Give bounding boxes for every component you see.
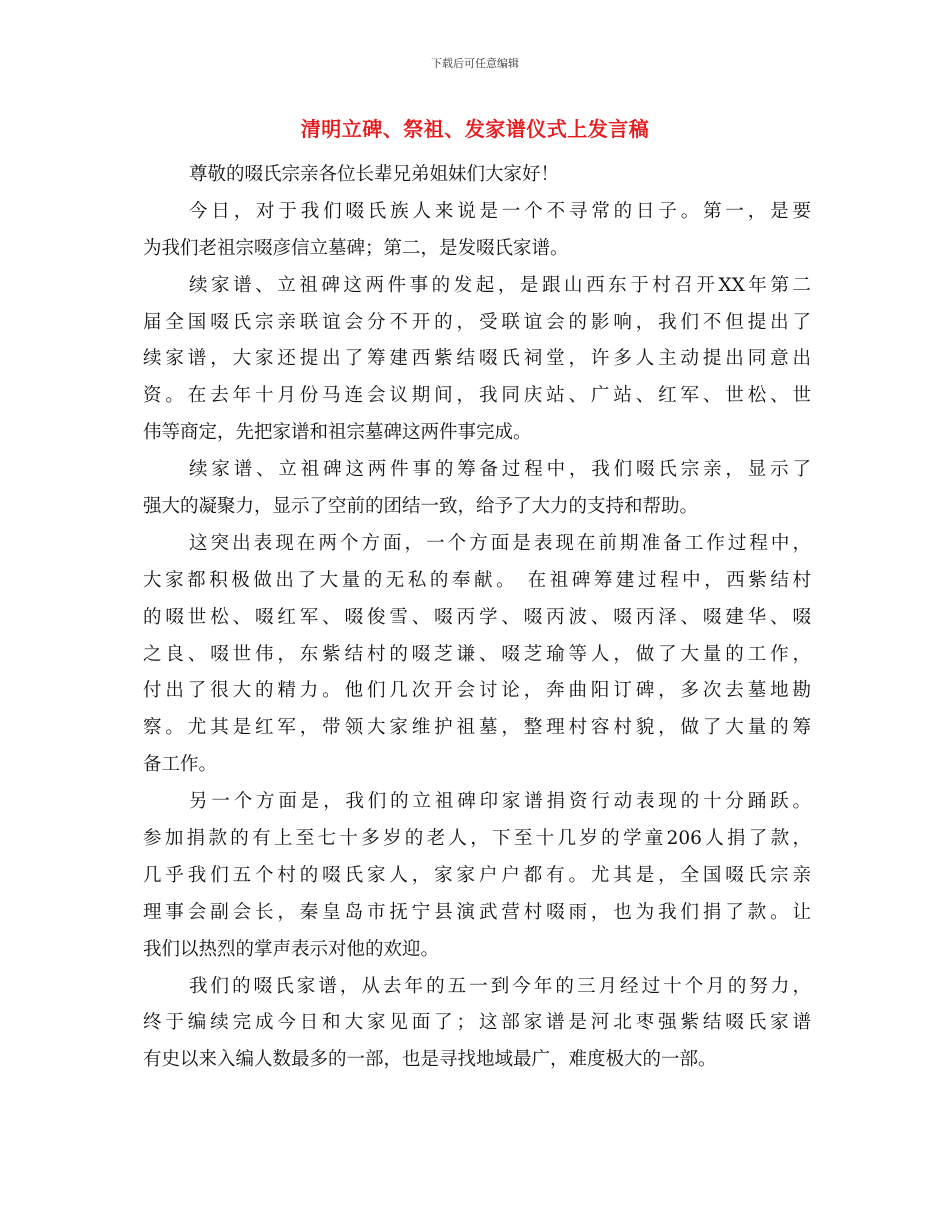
paragraph-line: 大家都积极做出了大量的无私的奉献。 在祖碑筹建过程中，西紫结村 [143,569,811,591]
paragraph [143,452,811,526]
paragraph-line: 续家谱，大家还提出了筹建西紫结啜氏祠堂，许多人主动提出同意出 [143,348,811,370]
paragraph-line: 另一个方面是，我们的立祖碑印家谱捐资行动表现的十分踊跃。 [189,791,811,813]
paragraph-line: 这突出表现在两个方面，一个方面是表现在前期准备工作过程中， [189,532,811,554]
paragraph [143,268,811,452]
paragraph-line: 今日，对于我们啜氏族人来说是一个不寻常的日子。第一，是要 [189,200,811,222]
paragraph-line: 续家谱、立祖碑这两件事的发起，是跟山西东于村召开XX年第二 [189,274,811,296]
paragraph-line: 我们以热烈的掌声表示对他的欢迎。 [143,938,440,960]
paragraph-line: 付出了很大的精力。他们几次开会讨论，奔曲阳订碑，多次去墓地勘 [143,680,811,702]
paragraph [143,157,811,194]
paragraph-line: 强大的凝聚力，显示了空前的团结一致，给予了大力的支持和帮助。 [143,496,699,518]
paragraph-line: 为我们老祖宗啜彦信立墓碑；第二，是发啜氏家谱。 [143,237,569,259]
paragraph-line: 的啜世松、啜红军、啜俊雪、啜丙学、啜丙波、啜丙泽、啜建华、啜 [143,606,811,628]
paragraph-line: 参加捐款的有上至七十多岁的老人，下至十几岁的学童206人捐了款， [143,828,811,850]
paragraph-line: 有史以来入编人数最多的一部，也是寻找地域最广，难度极大的一部。 [143,1049,717,1071]
paragraph-line: 届全国啜氏宗亲联谊会分不开的，受联谊会的影响，我们不但提出了 [143,311,811,333]
document-title: 清明立碑、祭祖、发家谱仪式上发言稿 [300,117,650,141]
paragraph-line: 察。尤其是红军，带领大家维护祖墓，整理村容村貌，做了大量的筹 [143,717,811,739]
paragraph-line: 资。在去年十月份马连会议期间，我同庆站、广站、红军、世松、世 [143,385,811,407]
paragraph-line: 备工作。 [143,754,218,776]
paragraph-line: 之良、啜世伟，东紫结村的啜芝谦、啜芝瑜等人，做了大量的工作， [143,643,811,665]
paragraph-line: 伟等商定，先把家谱和祖宗墓碑这两件事完成。 [143,422,532,444]
paragraph-line: 续家谱、立祖碑这两件事的筹备过程中，我们啜氏宗亲，显示了 [189,459,811,481]
paragraph-line: 尊敬的啜氏宗亲各位长辈兄弟姐妹们大家好！ [189,164,560,185]
paragraph [143,969,811,1080]
header-note: 下载后可任意编辑 [431,57,519,70]
paragraph [143,784,811,968]
paragraph-line: 几乎我们五个村的啜氏家人，家家户户都有。尤其是，全国啜氏宗亲 [143,864,811,886]
paragraph [143,526,811,784]
paragraph-line: 我们的啜氏家谱，从去年的五一到今年的三月经过十个月的努力， [189,975,811,997]
document-body [143,157,811,1079]
paragraph-line: 理事会副会长，秦皇岛市抚宁县演武营村啜雨，也为我们捐了款。让 [143,901,811,923]
paragraph [143,194,811,268]
paragraph-line: 终于编续完成今日和大家见面了；这部家谱是河北枣强紫结啜氏家谱 [143,1012,811,1034]
